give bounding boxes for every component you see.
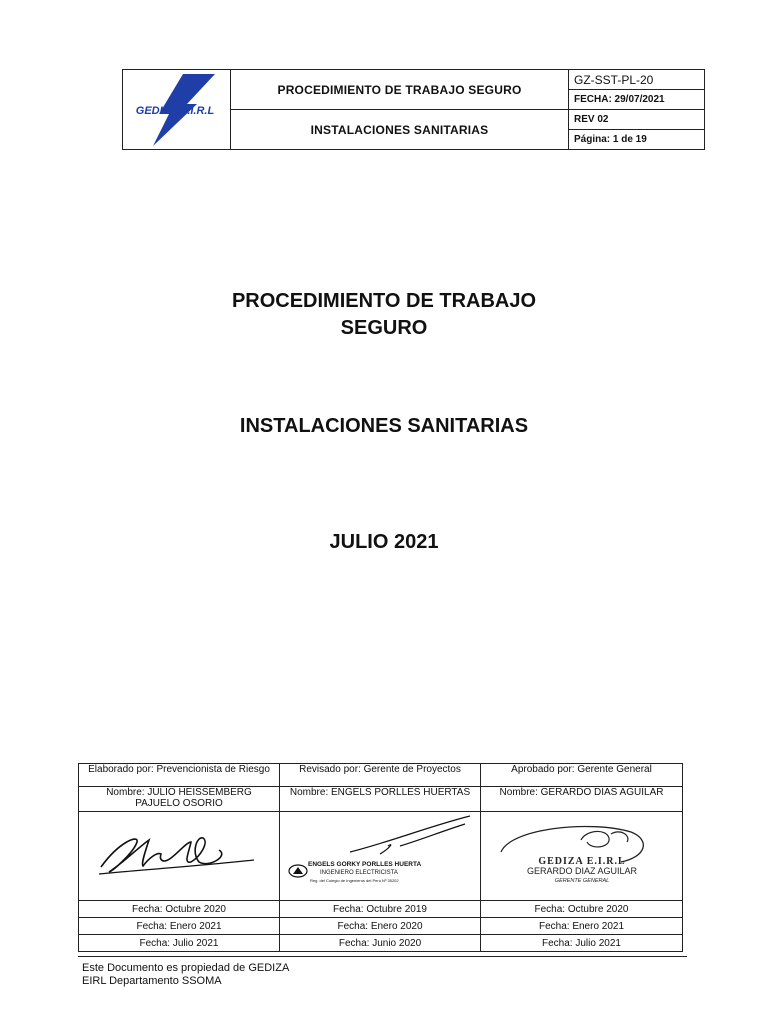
- stamp-signature-icon: [280, 812, 480, 897]
- main-title-line2: SEGURO: [340, 317, 428, 339]
- footer-line1: Este Documento es propiedad de GEDIZA: [82, 962, 290, 974]
- role-prepared: Elaborado por: Prevencionista de Riesgo: [79, 764, 280, 787]
- stamp-registry: Reg. del Colegio de Ingenieros del Perú Nº 35202: [310, 878, 399, 883]
- handwritten-signature-icon: [79, 812, 279, 897]
- date-row1-col3: Fecha: Octubre 2020: [481, 901, 683, 918]
- date-row1-col2: Fecha: Octubre 2019: [280, 901, 481, 918]
- date-row3-col2: Fecha: Junio 2020: [280, 935, 481, 952]
- footer-note: [82, 962, 289, 988]
- seal-person: GERARDO DIAZ AGUILAR: [526, 866, 638, 876]
- date-row2-col2: Fecha: Enero 2020: [280, 918, 481, 935]
- name-reviewed: Nombre: ENGELS PORLLES HUERTAS: [280, 787, 481, 812]
- main-title: [0, 288, 768, 342]
- approval-table: [78, 763, 683, 952]
- stamp-profession: INGENIERO ELECTRICISTA: [320, 870, 398, 876]
- company-logo: [123, 70, 231, 149]
- date-row3-col3: Fecha: Julio 2021: [481, 935, 683, 952]
- header-title: PROCEDIMIENTO DE TRABAJO SEGURO: [277, 82, 522, 97]
- date-row3-col1: Fecha: Julio 2021: [79, 935, 280, 952]
- seal-title: GERENTE GENERAL: [554, 878, 610, 884]
- document-code: GZ-SST-PL-20: [574, 72, 654, 87]
- role-reviewed: Revisado por: Gerente de Proyectos: [280, 764, 481, 787]
- main-title-line1: PROCEDIMIENTO DE TRABAJO: [231, 290, 537, 312]
- company-seal-icon: [481, 812, 683, 897]
- lightning-logo-icon: [123, 70, 229, 149]
- footer-divider: [78, 956, 687, 957]
- role-approved: Aprobado por: Gerente General: [481, 764, 683, 787]
- seal-company: GEDIZA E.I.R.L: [538, 856, 626, 867]
- document-header: [122, 69, 705, 150]
- signature-approved: [481, 812, 683, 901]
- header-subtitle: INSTALACIONES SANITARIAS: [231, 109, 568, 149]
- logo-text: GEDIZA E.I.R.L: [135, 105, 215, 117]
- name-approved: Nombre: GERARDO DIAS AGUILAR: [481, 787, 683, 812]
- name-prepared: Nombre: JULIO HEISSEMBERG PAJUELO OSORIO: [79, 787, 280, 812]
- footer-line2: EIRL Departamento SSOMA: [82, 975, 222, 987]
- document-page: Página: 1 de 19: [569, 129, 704, 149]
- signature-prepared: [79, 812, 280, 901]
- signature-reviewed: [280, 812, 481, 901]
- document-date: FECHA: 29/07/2021: [569, 89, 704, 109]
- date-row2-col3: Fecha: Enero 2021: [481, 918, 683, 935]
- main-date: JULIO 2021: [329, 531, 439, 553]
- date-row1-col1: Fecha: Octubre 2020: [79, 901, 280, 918]
- main-subtitle: INSTALACIONES SANITARIAS: [239, 415, 529, 437]
- document-revision: REV 02: [569, 109, 704, 129]
- stamp-name: ENGELS GORKY PORLLES HUERTA: [308, 861, 422, 868]
- date-row2-col1: Fecha: Enero 2021: [79, 918, 280, 935]
